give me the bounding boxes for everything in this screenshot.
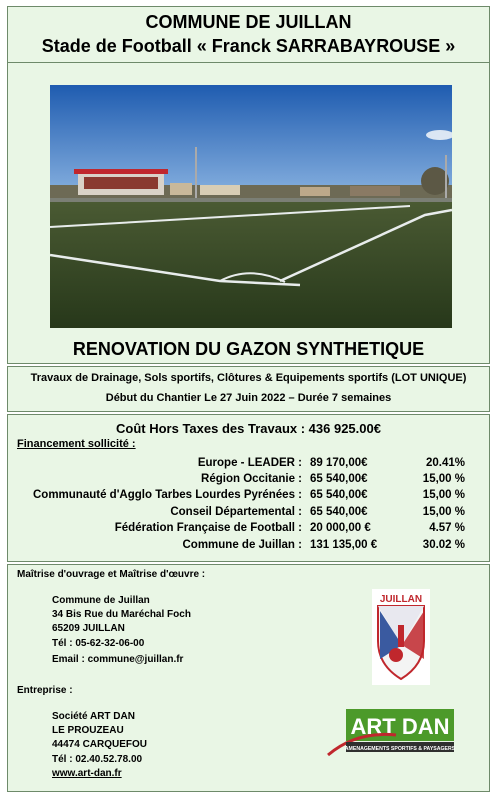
funder-amount: 20 000,00 € — [310, 522, 371, 534]
financing-title: Financement sollicité : — [17, 438, 136, 450]
funder-name: Commune de Juillan : — [182, 539, 302, 551]
owner-phone: Tél : 05-62-32-06-00 — [52, 638, 145, 649]
funder-row — [8, 506, 489, 522]
owner-city: 65209 JUILLAN — [52, 623, 125, 634]
works-description: Travaux de Drainage, Sols sportifs, Clôtures & Equipements sportifs (LOT UNIQUE) — [30, 372, 467, 384]
funder-amount: 65 540,00€ — [310, 473, 368, 485]
contractor-street: LE PROUZEAU — [52, 725, 124, 736]
commune-title: COMMUNE DE JUILLAN — [145, 12, 352, 32]
funder-percent: 4.57 % — [429, 522, 465, 534]
owner-address: 34 Bis Rue du Maréchal Foch — [52, 609, 191, 620]
funder-row — [8, 539, 489, 555]
funder-name: Conseil Départemental : — [170, 506, 302, 518]
juillan-logo-text: JUILLAN — [379, 594, 423, 605]
contractor-website[interactable]: www.art-dan.fr — [52, 768, 122, 779]
contractor-phone: Tél : 02.40.52.78.00 — [52, 754, 143, 765]
juillan-logo — [372, 589, 430, 685]
header-panel — [7, 6, 490, 364]
works-panel — [7, 366, 490, 412]
funder-amount: 65 540,00€ — [310, 506, 368, 518]
works-schedule: Début du Chantier Le 27 Juin 2022 – Durée 7 semaines — [105, 392, 392, 404]
contractor-city: 44474 CARQUEFOU — [52, 739, 148, 750]
funder-row — [8, 457, 489, 473]
artdan-logo-text: ART DAN — [350, 714, 450, 739]
stadium-photo — [50, 85, 452, 328]
funder-percent: 15,00 % — [422, 489, 465, 501]
funder-row — [8, 473, 489, 489]
funder-name: Fédération Française de Football : — [114, 522, 302, 534]
header-divider — [8, 62, 489, 63]
owner-name: Commune de Juillan — [52, 595, 150, 606]
stadium-title: Stade de Football « Franck SARRABAYROUSE » — [41, 36, 456, 56]
artdan-logo — [326, 707, 458, 761]
artdan-logo-tagline: AMENAGEMENTS SPORTIFS & PAYSAGERS — [344, 746, 456, 752]
funder-row — [8, 522, 489, 538]
total-cost: Coût Hors Taxes des Travaux : 436 925.00€ — [116, 421, 381, 436]
owner-label: Maîtrise d'ouvrage et Maîtrise d'œuvre : — [17, 569, 206, 580]
funder-percent: 15,00 % — [422, 473, 465, 485]
funder-amount: 131 135,00 € — [310, 539, 378, 551]
funder-amount: 65 540,00€ — [310, 489, 368, 501]
parties-panel — [7, 564, 490, 792]
contractor-label: Entreprise : — [17, 685, 73, 696]
funder-percent: 15,00 % — [422, 506, 465, 518]
funder-amount: 89 170,00€ — [310, 457, 368, 469]
cost-panel — [7, 414, 490, 562]
owner-email: Email : commune@juillan.fr — [52, 654, 184, 665]
funder-name: Europe - LEADER : — [197, 457, 302, 469]
renovation-title: RENOVATION DU GAZON SYNTHETIQUE — [72, 339, 425, 359]
contractor-name: Société ART DAN — [52, 711, 135, 722]
funder-percent: 20.41% — [425, 457, 465, 469]
funder-name: Communauté d'Agglo Tarbes Lourdes Pyrénées : — [33, 489, 302, 501]
funder-name: Région Occitanie : — [201, 473, 302, 485]
funder-row — [8, 489, 489, 505]
funder-percent: 30.02 % — [422, 539, 465, 551]
